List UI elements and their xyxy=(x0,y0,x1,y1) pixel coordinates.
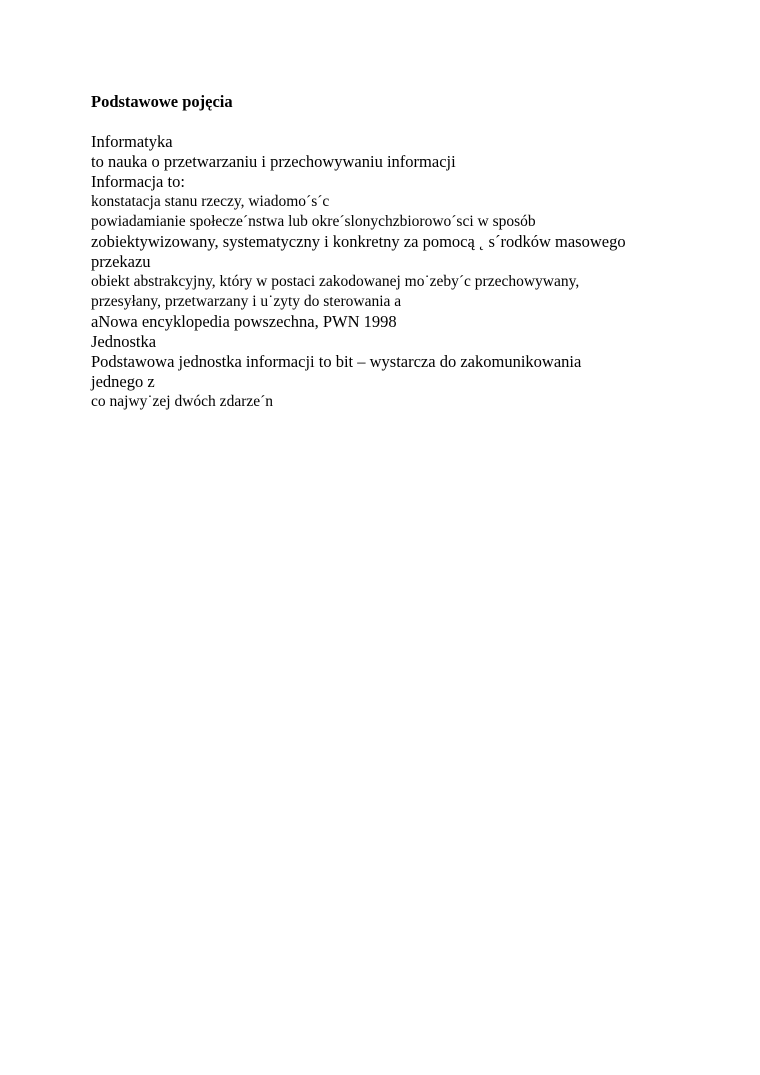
definition-line: obiekt abstrakcyjny, który w postaci zakodowanej mo˙zeby´c przechowywany, xyxy=(91,273,580,290)
document-title: Podstawowe pojęcia xyxy=(91,92,233,111)
definition-line: Podstawowa jednostka informacji to bit – wystarcza do zakomunikowania xyxy=(91,352,582,371)
definition-line: zobiektywizowany, systematyczny i konkretny za pomocą ˛ s´rodków masowego xyxy=(91,232,626,251)
term-heading-jednostka: Jednostka xyxy=(91,332,157,351)
definition-line: to nauka o przetwarzaniu i przechowywaniu informacji xyxy=(91,152,456,171)
document-body xyxy=(91,92,691,412)
definition-line: przekazu xyxy=(91,252,151,271)
term-heading-informatyka: Informatyka xyxy=(91,132,173,151)
definition-line: co najwy˙zej dwóch zdarze´n xyxy=(91,393,274,410)
term-heading-informacja: Informacja to: xyxy=(91,172,185,191)
citation-line: aNowa encyklopedia powszechna, PWN 1998 xyxy=(91,312,397,331)
definition-line: przesyłany, przetwarzany i u˙zyty do sterowania a xyxy=(91,293,402,310)
definition-line: jednego z xyxy=(91,372,155,391)
definition-line: powiadamianie społecze´nstwa lub okre´slonychzbiorowo´sci w sposób xyxy=(91,213,536,230)
definition-line: konstatacja stanu rzeczy, wiadomo´s´c xyxy=(91,193,330,210)
